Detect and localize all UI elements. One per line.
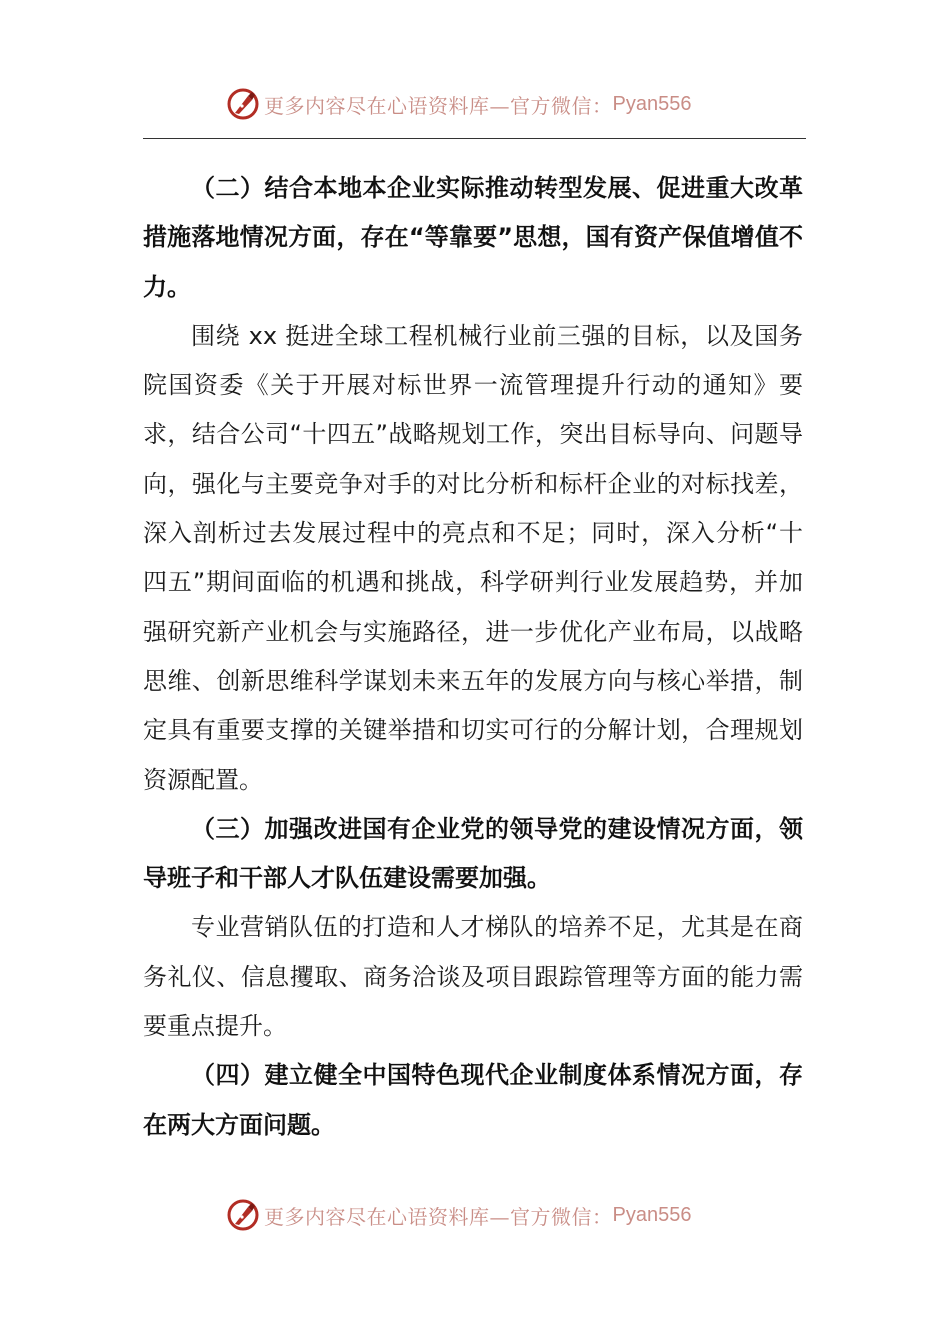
section-heading-3: （三）加强改进国有企业党的领导党的建设情况方面，领导班子和干部人才队伍建设需要加强。	[143, 814, 803, 893]
body-paragraph-1: 围绕 xx 挺进全球工程机械行业前三强的目标，以及国务院国资委《关于开展对标世界一流管理提升行动的通知》要求，结合公司“十四五”战略规划工作，突出目标导向、问题导向，强化与主要竞争对手的对比分析和标杆企业的对标找差，深入剖析过去发展过程中的亮点和不足；同时，深入分析“十四五”期间面临的机遇和挑战，科学研判行业发展趋势，并加强研究新产业机会与实施路径，进一步优化产业布局，以战略思维、创新思维科学谋划未来五年的发展方向与核心举措，制定具有重要支撑的关键举措和切实可行的分解计划，合理规划资源配置。	[143, 321, 803, 794]
pen-nib-logo-icon	[226, 87, 260, 121]
section-heading-4: （四）建立健全中国特色现代企业制度体系情况方面，存在两大方面问题。	[143, 1061, 803, 1139]
watermark-wechat-id: Pyan556	[612, 92, 692, 115]
header-divider	[143, 138, 806, 139]
section-heading-2: （二）结合本地本企业实际推动转型发展、促进重大改革措施落地情况方面，存在“等靠要”思想，国有资产保值增值不力。	[143, 174, 803, 301]
watermark-wechat-id: Pyan556	[612, 1203, 692, 1226]
header-watermark	[226, 86, 691, 122]
watermark-text: 更多内容尽在心语资料库—官方微信：	[264, 93, 613, 118]
pen-nib-logo-icon	[226, 1198, 260, 1232]
document-body	[143, 164, 803, 1150]
footer-watermark	[226, 1197, 691, 1233]
body-paragraph-2: 专业营销队伍的打造和人才梯队的培养不足，尤其是在商务礼仪、信息攫取、商务洽谈及项目跟踪管理等方面的能力需要重点提升。	[143, 913, 803, 1041]
watermark-text: 更多内容尽在心语资料库—官方微信：	[264, 1204, 613, 1229]
